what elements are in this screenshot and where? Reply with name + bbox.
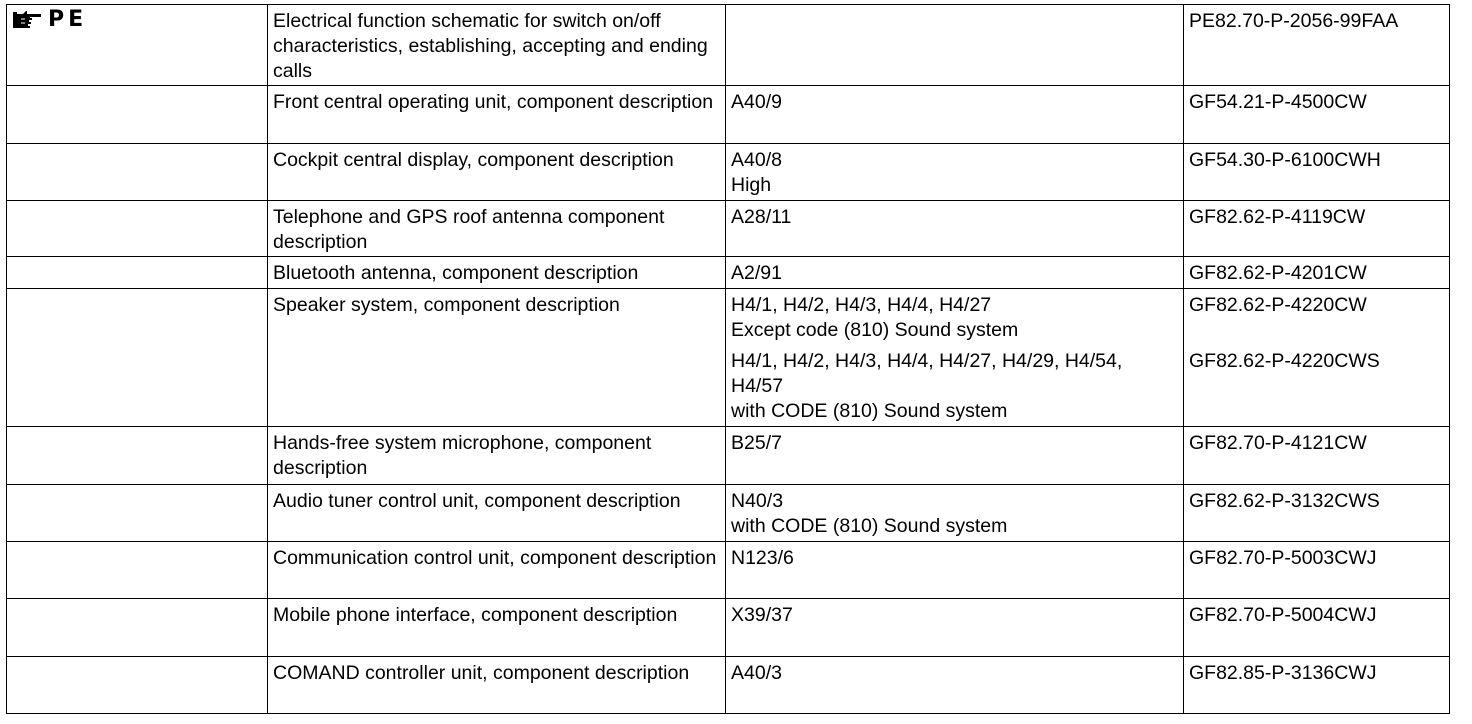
description-cell: Speaker system, component description <box>268 289 726 427</box>
component-list: H4/1, H4/2, H4/3, H4/4, H4/27 <box>731 294 992 316</box>
document-cell[interactable]: GF82.70-P-5003CWJ <box>1184 542 1450 599</box>
table-row <box>7 485 1450 542</box>
designation-line: A40/3 <box>731 662 782 684</box>
description-cell: COMAND controller unit, component description <box>268 657 726 714</box>
designation-line: High <box>731 174 772 196</box>
designation-line: B25/7 <box>731 432 782 454</box>
document-cell[interactable]: GF82.70-P-5004CWJ <box>1184 599 1450 657</box>
document-cell[interactable]: GF82.62-P-4201CW <box>1184 257 1450 289</box>
table-row <box>7 144 1450 201</box>
designation-cell <box>726 5 1184 86</box>
designation-line: N123/6 <box>731 547 794 569</box>
marker-cell <box>7 289 268 427</box>
reference-table <box>6 4 1450 714</box>
designation-cell <box>726 201 1184 257</box>
marker-cell <box>7 86 268 144</box>
marker-cell <box>7 427 268 485</box>
marker-cell <box>7 201 268 257</box>
designation-cell <box>726 144 1184 201</box>
marker-cell <box>7 257 268 289</box>
marker-cell <box>7 5 268 86</box>
table-row <box>7 657 1450 714</box>
description-cell: Telephone and GPS roof antenna component description <box>268 201 726 257</box>
designation-line: A28/11 <box>731 206 792 228</box>
description-cell: Cockpit central display, component description <box>268 144 726 201</box>
component-list: H4/1, H4/2, H4/3, H4/4, H4/27, H4/29, H4/54, <box>731 350 1123 372</box>
designation-line: X39/37 <box>731 604 793 626</box>
designation-cell <box>726 86 1184 144</box>
description-cell: Communication control unit, component description <box>268 542 726 599</box>
designation-line: N40/3 <box>731 490 784 512</box>
table-row <box>7 599 1450 657</box>
variant-standard <box>731 293 1178 343</box>
marker-cell <box>7 657 268 714</box>
marker-cell <box>7 599 268 657</box>
component-list-continued: H4/57 <box>731 375 784 397</box>
pe-marker <box>12 7 262 32</box>
designation-cell <box>726 599 1184 657</box>
description-cell: Bluetooth antenna, component description <box>268 257 726 289</box>
description-cell: Mobile phone interface, component description <box>268 599 726 657</box>
pointing-hand-icon <box>12 10 42 30</box>
description-cell: Front central operating unit, component description <box>268 86 726 144</box>
document-cell[interactable]: GF82.85-P-3136CWJ <box>1184 657 1450 714</box>
table-row <box>7 289 1450 427</box>
designation-line: A2/91 <box>731 262 782 284</box>
table-row <box>7 257 1450 289</box>
designation-cell <box>726 289 1184 427</box>
document-cell <box>1184 289 1450 427</box>
designation-line: with CODE (810) Sound system <box>731 515 1008 537</box>
marker-cell <box>7 485 268 542</box>
pe-label: PE <box>48 7 88 32</box>
marker-cell <box>7 542 268 599</box>
table-row <box>7 86 1450 144</box>
designation-line: A40/9 <box>731 91 782 113</box>
document-link[interactable]: GF82.62-P-4220CWS <box>1189 350 1380 372</box>
marker-cell <box>7 144 268 201</box>
document-link[interactable]: GF82.62-P-4220CW <box>1189 294 1367 316</box>
document-cell[interactable]: PE82.70-P-2056-99FAA <box>1184 5 1450 86</box>
designation-cell <box>726 485 1184 542</box>
designation-cell <box>726 427 1184 485</box>
document-cell[interactable]: GF82.62-P-4119CW <box>1184 201 1450 257</box>
code-condition: with CODE (810) Sound system <box>731 400 1008 422</box>
description-cell: Hands-free system microphone, component description <box>268 427 726 485</box>
description-cell: Audio tuner control unit, component description <box>268 485 726 542</box>
document-cell[interactable]: GF82.62-P-3132CWS <box>1184 485 1450 542</box>
description-cell: Electrical function schematic for switch on/off characteristics, establishing, accepting and ending calls <box>268 5 726 86</box>
document-cell[interactable]: GF82.70-P-4121CW <box>1184 427 1450 485</box>
designation-cell <box>726 257 1184 289</box>
table-row <box>7 5 1450 86</box>
document-cell[interactable]: GF54.30-P-6100CWH <box>1184 144 1450 201</box>
designation-cell <box>726 542 1184 599</box>
document-cell[interactable]: GF54.21-P-4500CW <box>1184 86 1450 144</box>
table-row <box>7 542 1450 599</box>
table-row <box>7 201 1450 257</box>
table-row <box>7 427 1450 485</box>
code-condition: Except code (810) Sound system <box>731 319 1019 341</box>
designation-cell <box>726 657 1184 714</box>
variant-sound-system <box>731 349 1178 424</box>
designation-line: A40/8 <box>731 149 782 171</box>
